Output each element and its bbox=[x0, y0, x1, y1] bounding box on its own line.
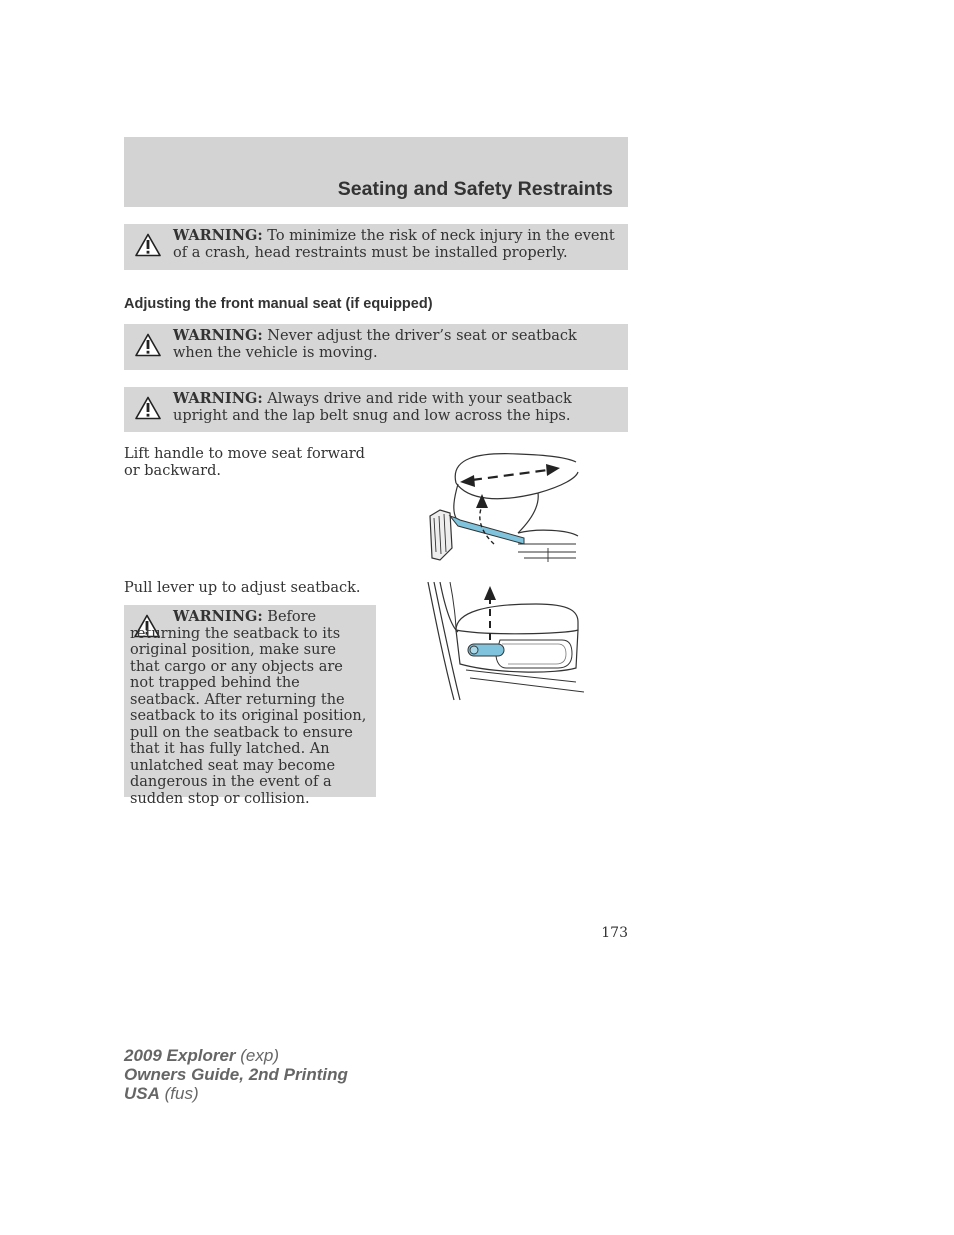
seatback-lever-illustration bbox=[426, 582, 588, 702]
warning-label: WARNING: bbox=[173, 227, 263, 244]
warning-label: WARNING: bbox=[173, 608, 263, 625]
footer-line-1 bbox=[124, 1046, 348, 1065]
page-number: 173 bbox=[601, 925, 628, 941]
warning-triangle-icon bbox=[135, 333, 161, 357]
footer-line-2 bbox=[124, 1065, 348, 1084]
warning-text: Always drive and ride with your seatback upright and the lap belt snug and low across the hips. bbox=[173, 391, 572, 424]
warning-box-seatback-upright bbox=[124, 387, 628, 432]
instruction-seat-slide: Lift handle to move seat forward or backward. bbox=[124, 446, 365, 479]
document-footer bbox=[124, 1046, 348, 1103]
warning-box-seatback-latch bbox=[124, 605, 376, 807]
section-header-band bbox=[124, 137, 628, 207]
warning-label: WARNING: bbox=[173, 327, 263, 344]
warning-box-head-restraints bbox=[124, 224, 628, 270]
warning-triangle-icon bbox=[135, 396, 161, 420]
warning-label: WARNING: bbox=[173, 390, 263, 407]
footer-market: USA bbox=[124, 1084, 160, 1103]
warning-box-seat-moving bbox=[124, 324, 628, 370]
instruction-seatback-lever: Pull lever up to adjust seatback. bbox=[124, 580, 361, 596]
footer-market-code: (fus) bbox=[164, 1084, 199, 1103]
warning-text: To minimize the risk of neck injury in the event of a crash, head restraints must be installed properly. bbox=[173, 228, 615, 261]
footer-model: 2009 Explorer bbox=[124, 1046, 236, 1065]
warning-triangle-icon bbox=[135, 233, 161, 257]
seat-slide-illustration bbox=[428, 448, 580, 566]
warning-text: Before returning the seatback to its original position, make sure that cargo or any objects are not trapped behind the seatback. After returning the seatback to its original position, pull on the seatback to ensure that it has fully latched. An unlatched seat may become dangerous in the event of a sudden stop or collision. bbox=[130, 609, 367, 807]
footer-line-3 bbox=[124, 1084, 348, 1103]
page-title: Seating and Safety Restraints bbox=[337, 178, 613, 200]
section-heading: Adjusting the front manual seat (if equipped) bbox=[124, 296, 433, 312]
warning-text: Never adjust the driver’s seat or seatback when the vehicle is moving. bbox=[173, 328, 577, 361]
footer-model-code: (exp) bbox=[240, 1046, 279, 1065]
footer-edition: Owners Guide, 2nd Printing bbox=[124, 1065, 348, 1084]
